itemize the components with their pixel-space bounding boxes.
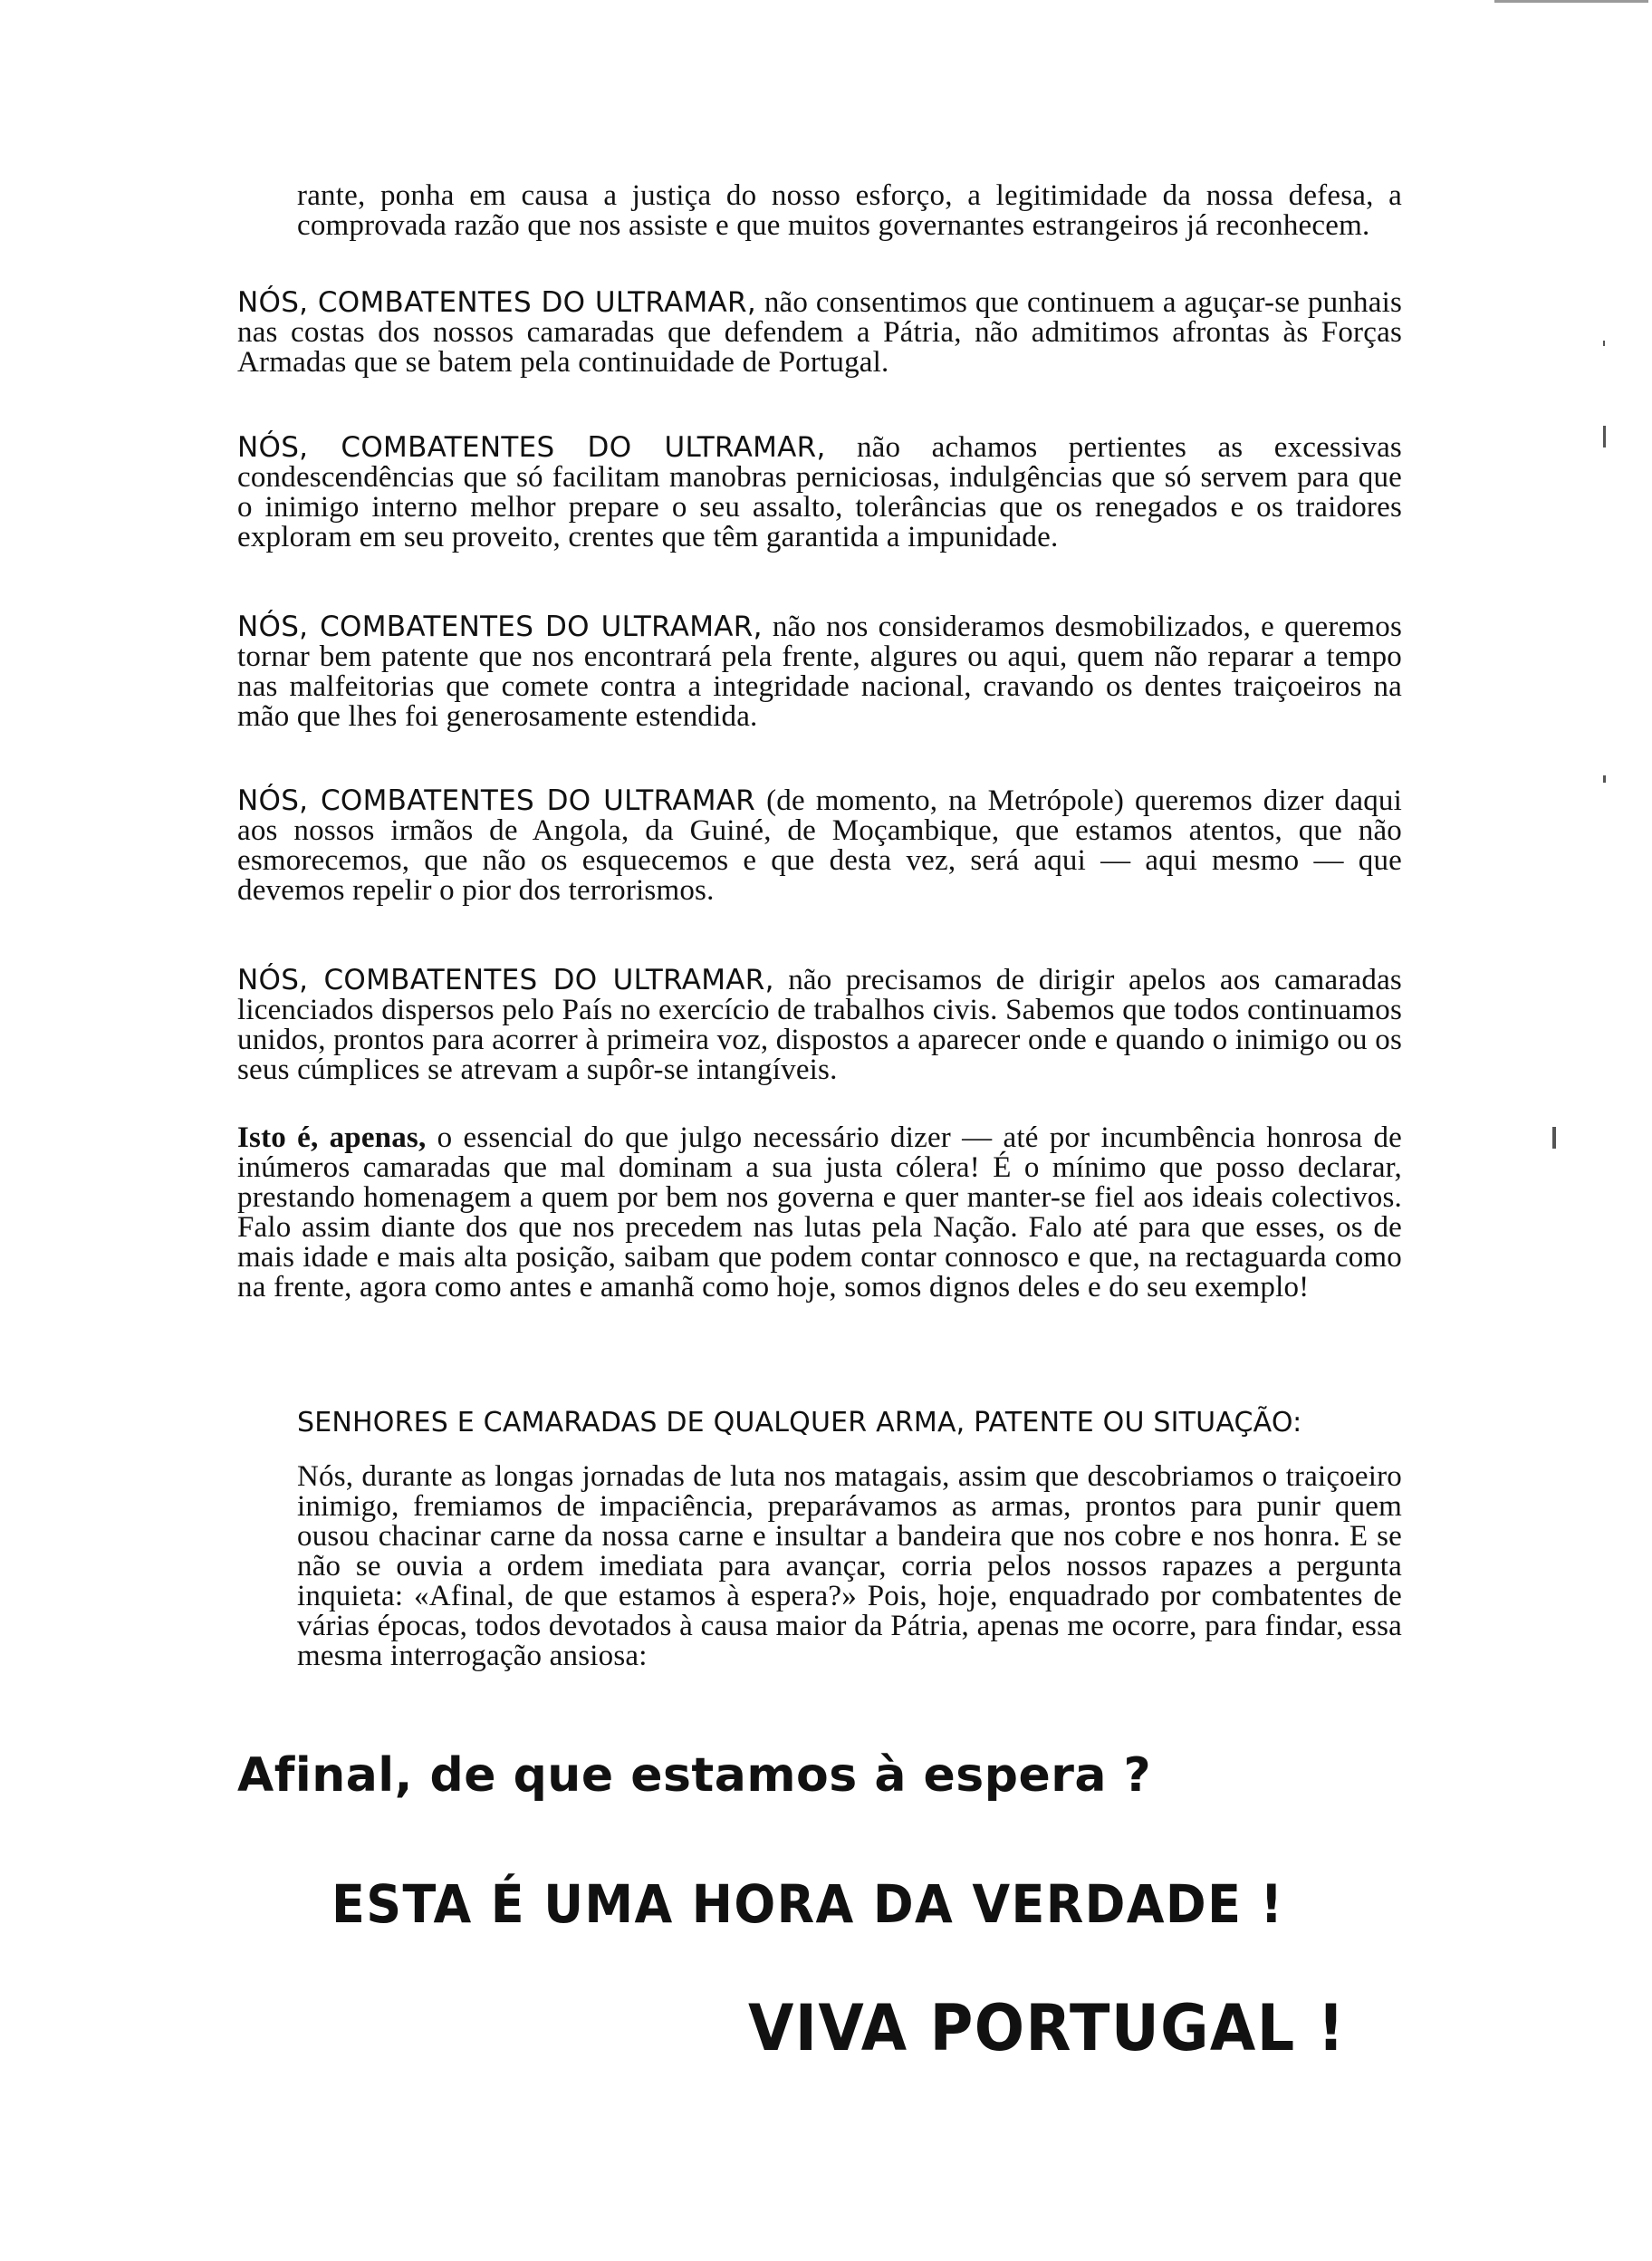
paragraph-closing-remarks: [237, 1123, 1402, 1303]
paragraph-lead: NÓS, COMBATENTES DO ULTRAMAR: [237, 784, 756, 817]
paragraph-lead: NÓS, COMBATENTES DO ULTRAMAR,: [237, 431, 826, 464]
paragraph-lead: NÓS, COMBATENTES DO ULTRAMAR,: [237, 611, 763, 643]
scan-artifact: [1603, 426, 1606, 447]
closing-slogan: ESTA É UMA HORA DA VERDADE !: [331, 1873, 1284, 1935]
paragraph-nos-1: [237, 288, 1402, 378]
paragraph-lead: NÓS, COMBATENTES DO ULTRAMAR,: [237, 964, 774, 996]
paragraph-body: (de momento, na Metrópole) queremos dizer daqui aos nossos irmãos de Angola, da Guiné, de Moçambique, que estamos atentos, que não esmorecemos, que não os esquecemos e que desta vez, será aqui — aqui mesmo — que devemos repelir o pior dos terrorismos.: [237, 784, 1402, 907]
paragraph-intro: [297, 181, 1402, 241]
scan-artifact: [1603, 775, 1606, 783]
paragraph-lead: NÓS, COMBATENTES DO ULTRAMAR,: [237, 286, 757, 319]
scan-artifact: [1494, 0, 1648, 3]
paragraph-body: não achamos pertientes as excessivas condescendências que só facilitam manobras perniciosas, indulgências que só servem para que o inimigo interno melhor prepare o seu assalto, tolerâncias que os renegados e os traidores exploram em seu proveito, crentes que têm garantida a impunidade.: [237, 431, 1402, 553]
paragraph-final: [297, 1462, 1402, 1671]
paragraph-nos-3: [237, 612, 1402, 732]
paragraph-lead: Isto é, apenas,: [237, 1121, 427, 1154]
closing-cheer: VIVA PORTUGAL !: [748, 1991, 1346, 2065]
address-heading: SENHORES E CAMARADAS DE QUALQUER ARMA, PATENTE OU SITUAÇÃO:: [297, 1407, 1302, 1438]
paragraph-final-text: Nós, durante as longas jornadas de luta nos matagais, assim que descobriamos o traiçoeiro inimigo, fremiamos de impaciência, preparávamos as armas, prontos para punir quem ousou chacinar carne da nossa carne e insultar a bandeira que nos cobre e nos honra. E se não se ouvia a ordem imediata para avançar, corria pelos nossos rapazes a pergunta inquieta: «Afinal, de que estamos à espera?» Pois, hoje, enquadrado por combatentes de várias épocas, todos devotados à causa maior da Pátria, apenas me ocorre, para findar, essa mesma interrogação ansiosa:: [297, 1460, 1402, 1672]
paragraph-nos-4: [237, 786, 1402, 906]
paragraph-nos-5: [237, 966, 1402, 1085]
paragraph-nos-2: [237, 433, 1402, 553]
paragraph-body: não precisamos de dirigir apelos aos camaradas licenciados dispersos pelo País no exercício de trabalhos civis. Sabemos que todos continuamos unidos, prontos para acorrer à primeira voz, dispostos a aparecer onde e quando o inimigo ou os seus cúmplices se atrevam a supôr-se intangíveis.: [237, 964, 1402, 1086]
paragraph-body: o essencial do que julgo necessário dizer — até por incumbência honrosa de inúmeros camaradas que mal dominam a sua justa cólera! É o mínimo que posso declarar, prestando homenagem a quem por bem nos governa e quer manter-se fiel aos ideais colectivos. Falo assim diante dos que nos precedem nas lutas pela Nação. Falo até para que esses, os de mais idade e mais alta posição, saibam que podem contar connosco e que, na rectaguarda como na frente, agora como antes e amanhã como hoje, somos dignos deles e do seu exemplo!: [237, 1121, 1402, 1304]
closing-question: Afinal, de que estamos à espera ?: [237, 1748, 1152, 1803]
scan-artifact: [1603, 341, 1605, 346]
paragraph-body: não nos consideramos desmobilizados, e queremos tornar bem patente que nos encontrará pela frente, algures ou aqui, quem não reparar a tempo nas malfeitorias que comete contra a integridade nacional, cravando os dentes traiçoeiros na mão que lhes foi generosamente estendida.: [237, 611, 1402, 733]
paragraph-body: não consentimos que continuem a aguçar-se punhais nas costas dos nossos camaradas que defendem a Pátria, não admitimos afrontas às Forças Armadas que se batem pela continuidade de Portugal.: [237, 286, 1402, 379]
paragraph-intro-text: rante, ponha em causa a justiça do nosso esforço, a legitimidade da nossa defesa, a comprovada razão que nos assiste e que muitos governantes estrangeiros já reconhecem.: [297, 179, 1402, 242]
scan-artifact: [1552, 1127, 1556, 1149]
